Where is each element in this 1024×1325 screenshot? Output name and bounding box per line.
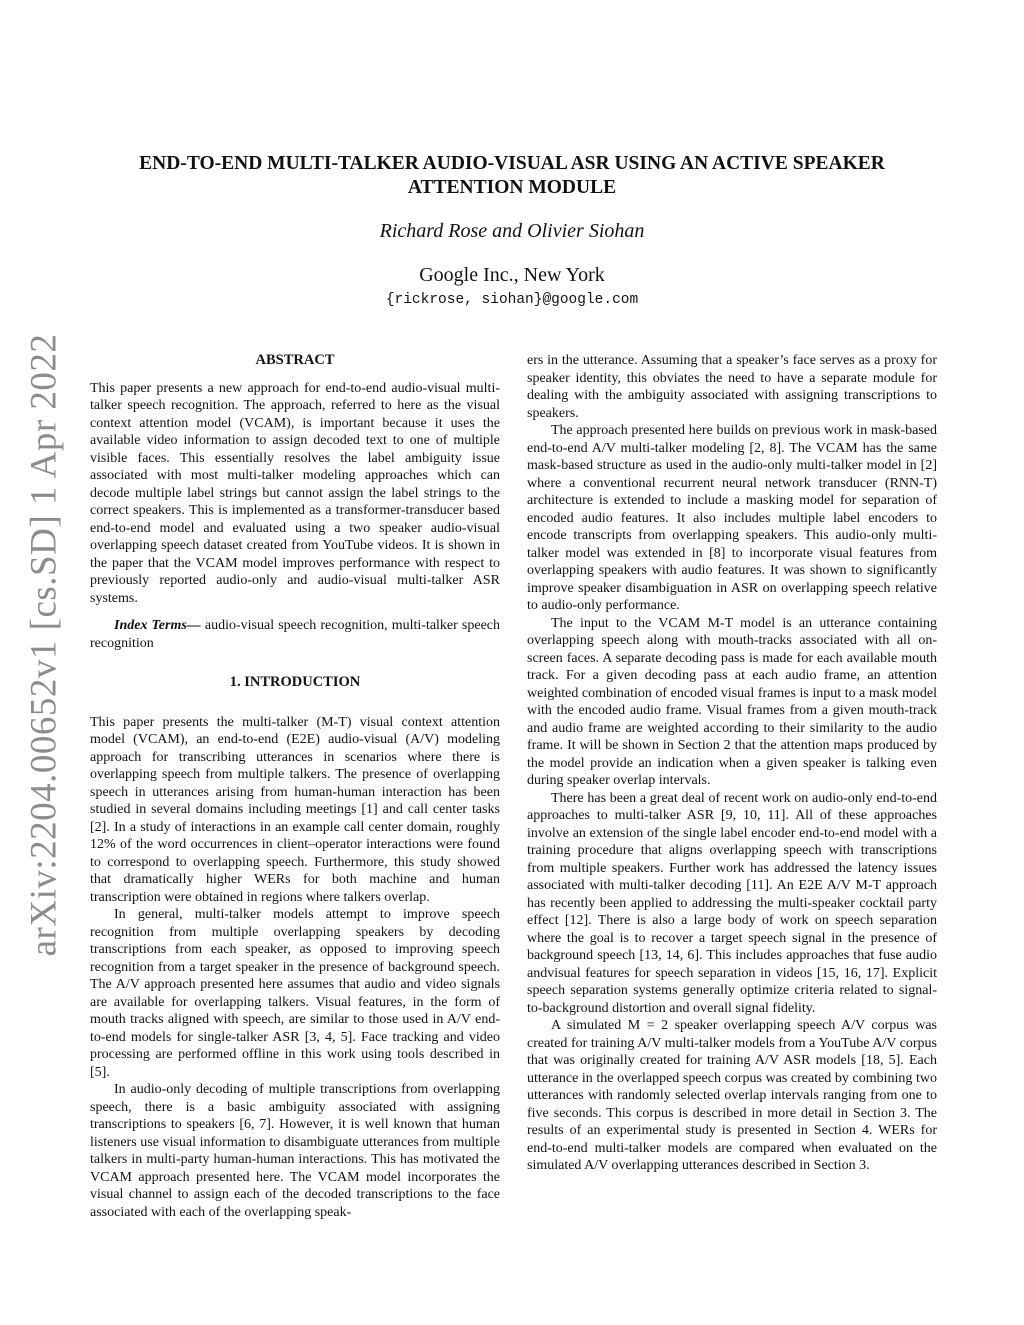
- index-terms-label: Index Terms—: [114, 618, 201, 633]
- abstract-heading: ABSTRACT: [255, 352, 335, 368]
- index-terms-text: audio-visual speech recognition, multi-talker speech recognition: [90, 618, 500, 651]
- intro-paragraph-3: In audio-only decoding of multiple transcriptions from overlapping speech, there is a basic ambiguity associated with assigning transcriptions to speakers [6, 7]. However, it is well known that human listeners use visual information to disambiguate utterances from multiple talkers in multi-party human-human interactions. This has motivated the VCAM approach presented here. The VCAM model incorporates the visual channel to assign each of the decoded transcriptions to the face associated with each of the overlapping speak-: [90, 1082, 500, 1220]
- index-terms: [90, 617, 500, 652]
- introduction-heading: 1. INTRODUCTION: [229, 674, 361, 690]
- affiliation: Google Inc., New York: [419, 264, 605, 286]
- paper-title: END-TO-END MULTI-TALKER AUDIO-VISUAL ASR USING AN ACTIVE SPEAKER ATTENTION MODULE: [139, 153, 885, 198]
- intro-paragraph-1: This paper presents the multi-talker (M-T) visual context attention model (VCAM), an end-to-end (E2E) audio-visual (A/V) modeling approach for transcribing utterances in scenarios where there is overlapping speech from multiple talkers. The presence of overlapping speech in utterances arising from human-human interaction has been studied in several domains including meetings [1] and call center tasks [2]. In a study of interactions in an example call center domain, roughly 12% of the word occurrences in client–operator interactions were found to correspond to overlapping speech. Furthermore, this study showed that dramatically higher WERs for both machine and human transcription were obtained in regions where talkers overlap.: [90, 714, 500, 905]
- authors: Richard Rose and Olivier Siohan: [379, 220, 645, 242]
- intro-paragraph-6: The input to the VCAM M-T model is an utterance containing overlapping speech along with mouth-tracks associated with all on-screen faces. A separate decoding pass is made for each available mouth track. For a given decoding pass at each audio frame, an attention weighted combination of encoded visual frames is input to a mask model with the encoded audio frame. Visual frames from a given mouth-track and audio frame are weighted according to their similarity to the audio frame. It will be shown in Section 2 that the attention maps produced by the model provide an indication when a given speaker is talking even during speaker overlap intervals.: [527, 615, 937, 788]
- left-column: [90, 352, 500, 1221]
- intro-paragraph-7: There has been a great deal of recent work on audio-only end-to-end approaches to multi-talker ASR [9, 10, 11]. All of these approaches involve an extension of the single label encoder end-to-end model with a training procedure that aligns overlapping speech with transcriptions from multiple speakers. Further work has addressed the latency issues associated with multi-talker decoding [11]. An E2E A/V M-T approach has recently been applied to addressing the multi-speaker cocktail party effect [12]. There is also a large body of work on speech separation where the goal is to recover a target speech signal in the presence of background speech [13, 14, 6]. This includes approaches that fuse audio andvisual features for speech separation in videos [15, 16, 17]. Explicit speech separation systems generally optimize criteria related to signal-to-background distortion and overall signal fidelity.: [527, 790, 937, 1016]
- intro-paragraph-5: The approach presented here builds on previous work in mask-based end-to-end A/V multi-talker modeling [2, 8]. The VCAM has the same mask-based structure as used in the audio-only multi-talker model in [2] where a conventional recurrent neural network transducer (RNN-T) architecture is extended to include a masking model for separation of encoded audio features. It also includes multiple label encoders to encode transcripts from overlapping speakers. This audio-only multi-talker model was extended in [8] to incorporate visual features from overlapping speakers with audio features. It was shown to significantly improve speaker disambiguation in ASR on overlapping speech relative to audio-only performance.: [527, 423, 937, 613]
- intro-paragraph-2: In general, multi-talker models attempt to improve speech recognition from multiple overlapping speakers by decoding transcriptions from each speaker, as opposed to improving speech recognition from a target speaker in the presence of background speech. The A/V approach presented here assumes that audio and video signals are available for overlapping talkers. Visual features, in the form of mouth tracks aligned with speech, are similar to those used in A/V end-to-end models for single-talker ASR [3, 4, 5]. Face tracking and video processing are performed offline in this work using tools described in [5].: [90, 907, 500, 1080]
- abstract-text: This paper presents a new approach for end-to-end audio-visual multi-talker speech recognition. The approach, referred to here as the visual context attention model (VCAM), is important because it uses the available video information to assign decoded text to one of multiple visible faces. This essentially resolves the label ambiguity issue associated with most multi-talker modeling approaches which can decode multiple label strings but cannot assign the label strings to the correct speakers. This is implemented as a transformer-transducer based end-to-end model and evaluated using a two speaker audio-visual overlapping speech dataset created from YouTube videos. It is shown in the paper that the VCAM model improves performance with respect to previously reported audio-only and audio-visual multi-talker ASR systems.: [90, 380, 500, 606]
- intro-paragraph-4: ers in the utterance. Assuming that a speaker’s face serves as a proxy for speaker identity, this obviates the need to have a separate module for dealing with the ambiguity associated with assigning transcriptions to speakers.: [527, 353, 937, 421]
- right-column: [527, 352, 937, 1175]
- arxiv-stamp: arXiv:2204.00652v1 [cs.SD] 1 Apr 2022: [23, 333, 65, 957]
- intro-paragraph-8: A simulated M = 2 speaker overlapping speech A/V corpus was created for training A/V multi-talker models from a YouTube A/V corpus that was originally created for training A/V ASR models [18, 5]. Each utterance in the overlapped speech corpus was created by combining two utterances with randomly selected overlap intervals ranging from one to five seconds. This corpus is described in more detail in Section 3. The results of an experimental study is presented in Section 4. WERs for end-to-end multi-talker models are compared when evaluated on the simulated A/V overlapping utterances described in Section 3.: [527, 1018, 937, 1173]
- email[interactable]: {rickrose, siohan}@google.com: [385, 292, 639, 308]
